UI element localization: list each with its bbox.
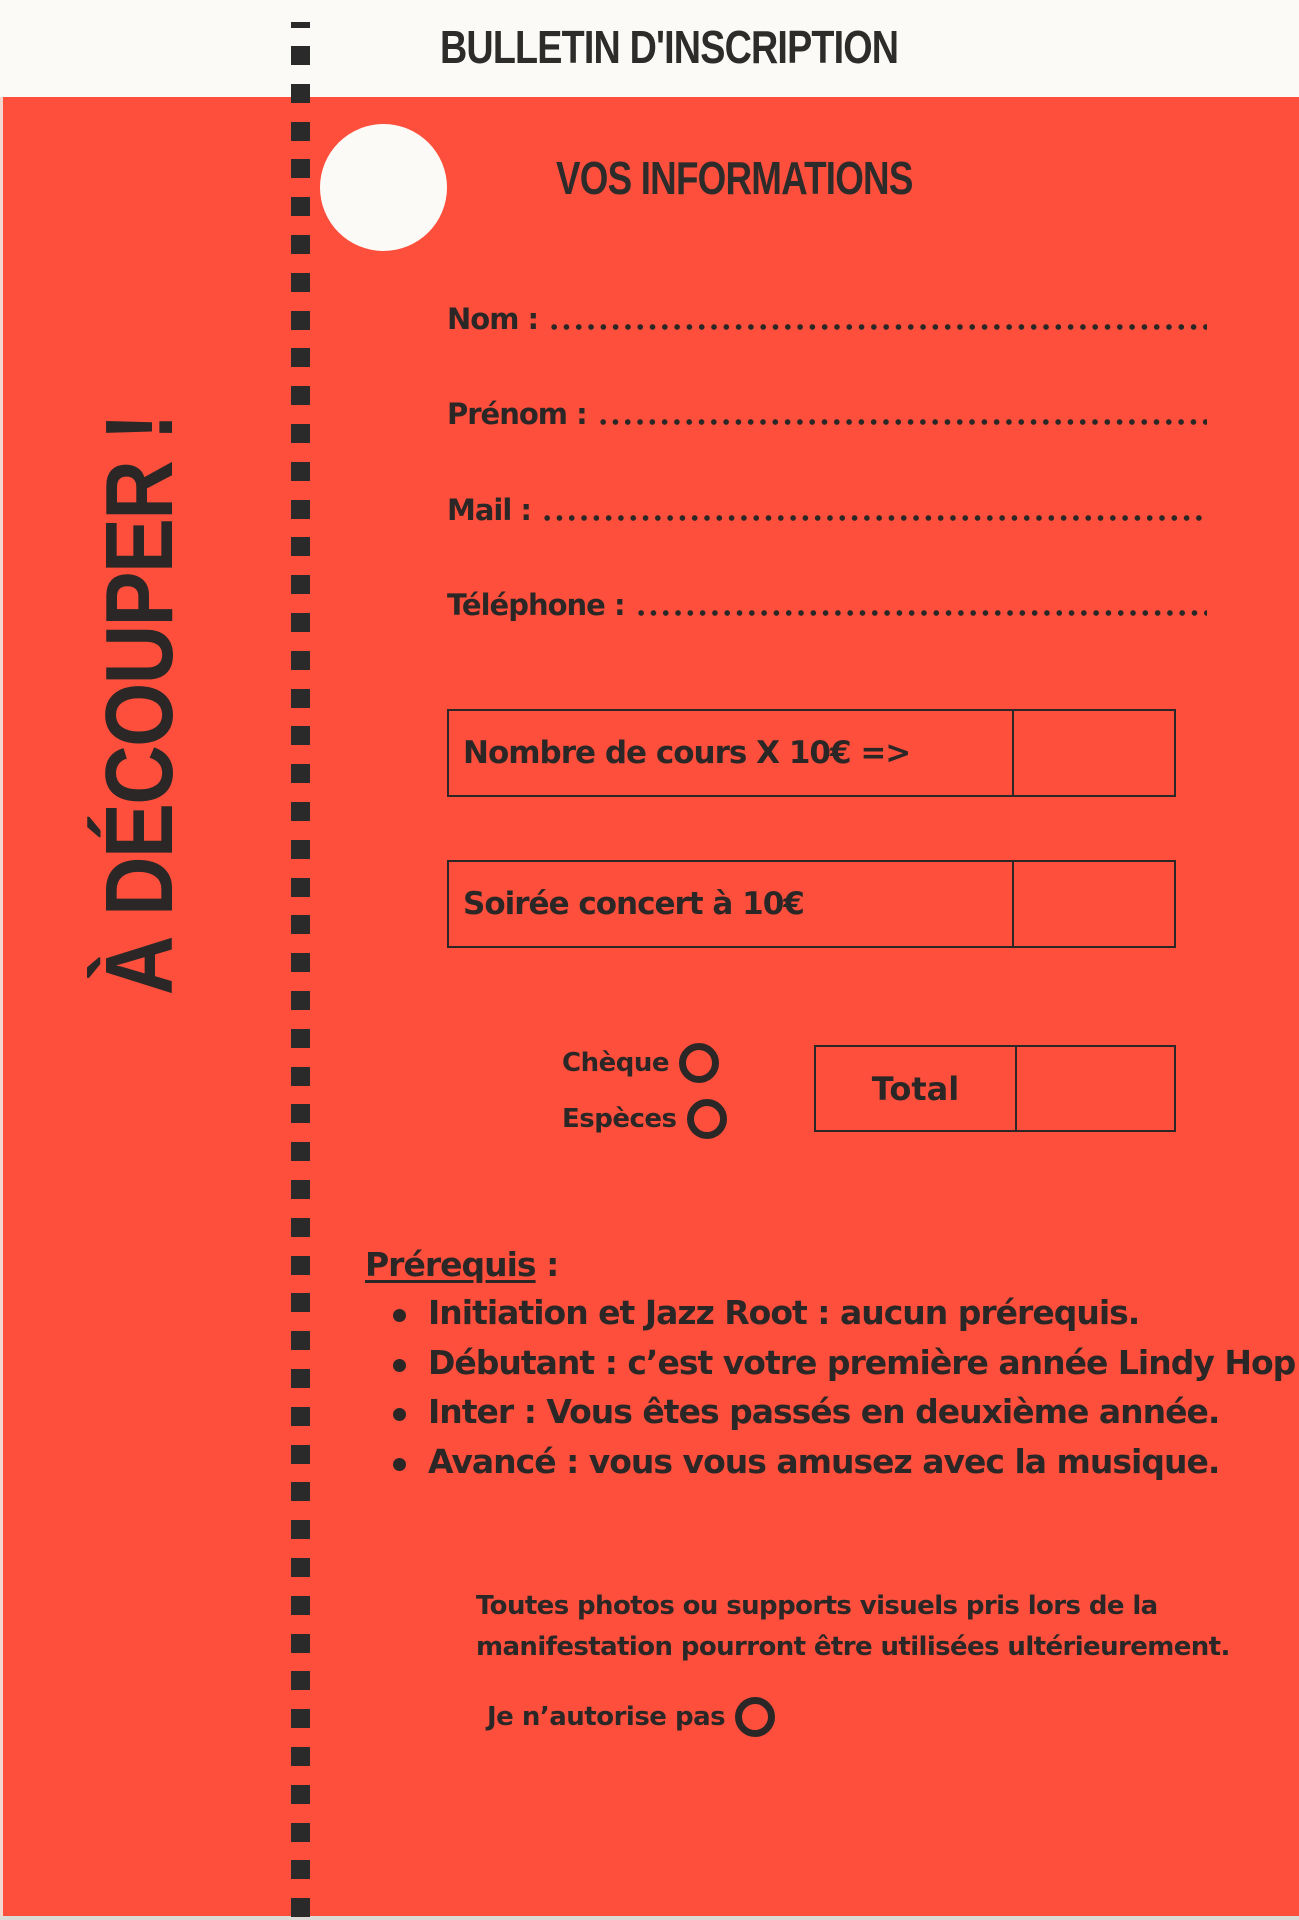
photo-opt-out-radio[interactable] (735, 1697, 775, 1737)
photo-notice-line-1: Toutes photos ou supports visuels pris lors de la (476, 1591, 1158, 1621)
prerequisite-item-inter: Inter : Vous êtes passés en deuxième année. (385, 1391, 1299, 1441)
total-label: Total (816, 1047, 1017, 1130)
cut-dash (291, 462, 310, 481)
cut-dash (291, 651, 310, 670)
sheet-left-edge (0, 97, 3, 1916)
cut-dash (291, 1180, 310, 1199)
cut-dash (291, 235, 310, 254)
cut-dash (291, 1407, 310, 1426)
cut-dash (291, 1067, 310, 1086)
sheet-bottom-edge (0, 1916, 1299, 1920)
cut-dash (291, 840, 310, 859)
payment-especes-label: Espèces (562, 1104, 677, 1134)
cut-dash (291, 46, 310, 65)
payment-cheque-radio[interactable] (679, 1043, 719, 1083)
cut-dash (291, 1520, 310, 1539)
cut-dash (291, 537, 310, 556)
field-telephone-dotted-line[interactable] (635, 610, 1207, 616)
concert-evening-input[interactable] (1014, 862, 1174, 946)
field-telephone-label: Téléphone : (447, 588, 625, 622)
total-box (814, 1045, 1176, 1132)
section-title-your-info: VOS INFORMATIONS (556, 152, 913, 204)
cut-dash (291, 311, 310, 330)
photo-opt-out-label: Je n’autorise pas (487, 1702, 726, 1732)
cut-dash (291, 1104, 310, 1123)
cut-dash (291, 273, 310, 292)
photo-opt-out-option[interactable] (487, 1697, 775, 1737)
cut-dash (291, 348, 310, 367)
prerequisites-heading (365, 1245, 558, 1284)
prerequisite-item-initiation: Initiation et Jazz Root : aucun prérequis. (385, 1292, 1299, 1342)
cut-dash (291, 726, 310, 745)
cut-dash (291, 689, 310, 708)
punch-hole (320, 124, 447, 251)
concert-evening-box (447, 860, 1176, 948)
cut-dash (291, 1785, 310, 1804)
cut-dash (291, 991, 310, 1010)
payment-option-especes[interactable] (562, 1099, 727, 1139)
cut-dash (291, 197, 310, 216)
cut-dash (291, 500, 310, 519)
field-prenom-label: Prénom : (447, 397, 587, 431)
cut-dash (291, 386, 310, 405)
cut-dash (291, 22, 310, 28)
cut-dash (291, 1331, 310, 1350)
cut-here-text: À DÉCOUPER ! (86, 414, 193, 996)
field-prenom[interactable] (447, 391, 1207, 431)
concert-evening-label: Soirée concert à 10€ (449, 862, 1014, 946)
prerequisite-item-avance: Avancé : vous vous amusez avec la musique. (385, 1441, 1299, 1491)
field-nom[interactable] (447, 296, 1207, 336)
payment-option-cheque[interactable] (562, 1043, 719, 1083)
photo-usage-notice (476, 1586, 1296, 1668)
cut-dash (291, 1898, 310, 1917)
cut-dash (291, 1747, 310, 1766)
field-mail-label: Mail : (447, 493, 532, 527)
prerequisites-list (385, 1292, 1299, 1490)
courses-count-label: Nombre de cours X 10€ => (449, 711, 1014, 795)
cut-line-dashed (291, 0, 311, 1920)
cut-dash (291, 613, 310, 632)
courses-count-box (447, 709, 1176, 797)
cut-dash (291, 1634, 310, 1653)
cut-dash (291, 1445, 310, 1464)
cut-dash (291, 802, 310, 821)
cut-dash (291, 1558, 310, 1577)
document-title: BULLETIN D'INSCRIPTION (440, 21, 899, 73)
payment-especes-radio[interactable] (687, 1099, 727, 1139)
cut-dash (291, 122, 310, 141)
cut-dash (291, 1671, 310, 1690)
cut-dash (291, 1823, 310, 1842)
field-mail-dotted-line[interactable] (541, 515, 1207, 521)
total-input[interactable] (1017, 1047, 1174, 1130)
cut-here-label (85, 368, 195, 1043)
cut-dash (291, 1218, 310, 1237)
cut-dash (291, 1256, 310, 1275)
cut-dash (291, 1142, 310, 1161)
field-prenom-dotted-line[interactable] (597, 419, 1207, 425)
cut-dash (291, 953, 310, 972)
cut-dash (291, 84, 310, 103)
field-telephone[interactable] (447, 582, 1207, 622)
cut-dash (291, 878, 310, 897)
cut-dash (291, 159, 310, 178)
cut-dash (291, 1860, 310, 1879)
payment-cheque-label: Chèque (562, 1048, 669, 1078)
cut-dash (291, 1709, 310, 1728)
cut-dash (291, 1369, 310, 1388)
cut-dash (291, 915, 310, 934)
field-mail[interactable] (447, 487, 1207, 527)
courses-count-input[interactable] (1014, 711, 1174, 795)
prerequisites-colon: : (535, 1245, 559, 1284)
field-nom-dotted-line[interactable] (548, 324, 1207, 330)
cut-dash (291, 1029, 310, 1048)
prerequisite-item-debutant: Débutant : c’est votre première année Lindy Hop (385, 1342, 1299, 1392)
cut-dash (291, 1596, 310, 1615)
cut-dash (291, 1482, 310, 1501)
field-nom-label: Nom : (447, 302, 539, 336)
cut-dash (291, 575, 310, 594)
photo-notice-line-2: manifestation pourront être utilisées ultérieurement. (476, 1632, 1230, 1662)
cut-dash (291, 1293, 310, 1312)
cut-dash (291, 764, 310, 783)
cut-dash (291, 424, 310, 443)
prerequisites-title: Prérequis (365, 1245, 536, 1284)
